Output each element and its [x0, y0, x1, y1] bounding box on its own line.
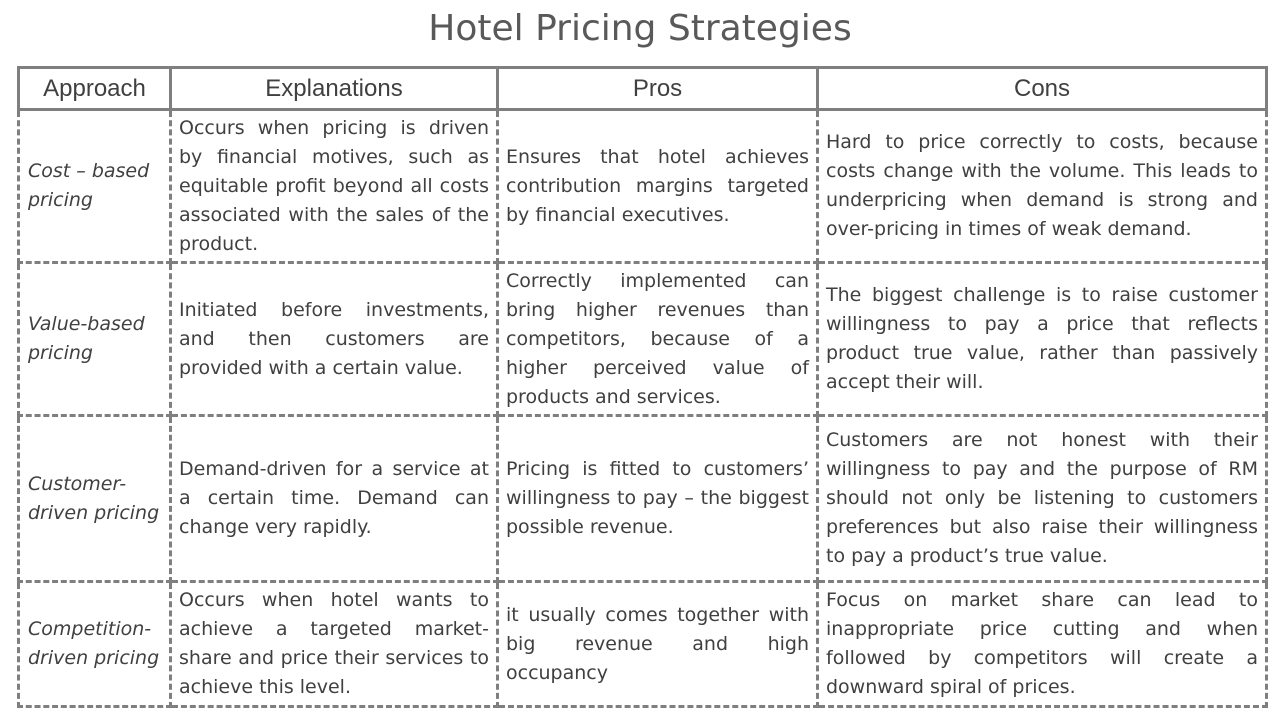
header-row	[19, 68, 1267, 110]
pros-cell: it usually comes together with big revenue and high occupancy	[498, 582, 818, 707]
table-row	[19, 110, 1267, 263]
explanation-cell: Occurs when hotel wants to achieve a targeted market-share and price their services to achieve this level.	[171, 582, 498, 707]
table-row	[19, 263, 1267, 416]
header-approach: Approach	[19, 68, 171, 110]
pros-cell: Correctly implemented can bring higher revenues than competitors, because of a higher perceived value of products and services.	[498, 263, 818, 416]
approach-cell: Cost – based pricing	[19, 110, 171, 263]
header-pros: Pros	[498, 68, 818, 110]
header-explanations: Explanations	[171, 68, 498, 110]
table-row	[19, 416, 1267, 582]
cons-cell: The biggest challenge is to raise customer willingness to pay a price that reflects product true value, rather than passively accept their will.	[818, 263, 1267, 416]
explanation-cell: Initiated before investments, and then customers are provided with a certain value.	[171, 263, 498, 416]
table-row	[19, 582, 1267, 707]
explanation-cell: Demand-driven for a service at a certain time. Demand can change very rapidly.	[171, 416, 498, 582]
pricing-strategies-table	[17, 66, 1268, 708]
page-title: Hotel Pricing Strategies	[428, 8, 852, 49]
approach-cell: Value-based pricing	[19, 263, 171, 416]
cons-cell: Hard to price correctly to costs, because costs change with the volume. This leads to underpricing when demand is strong and over-pricing in times of weak demand.	[818, 110, 1267, 263]
cons-cell: Focus on market share can lead to inappropriate price cutting and when followed by competitors will create a downward spiral of prices.	[818, 582, 1267, 707]
explanation-cell: Occurs when pricing is driven by financial motives, such as equitable profit beyond all costs associated with the sales of the product.	[171, 110, 498, 263]
pros-cell: Pricing is fitted to customers’ willingness to pay – the biggest possible revenue.	[498, 416, 818, 582]
pros-cell: Ensures that hotel achieves contribution margins targeted by financial executives.	[498, 110, 818, 263]
cons-cell: Customers are not honest with their willingness to pay and the purpose of RM should not only be listening to customers preferences but also raise their willingness to pay a product’s true value.	[818, 416, 1267, 582]
approach-cell: Customer-driven pricing	[19, 416, 171, 582]
approach-cell: Competition-driven pricing	[19, 582, 171, 707]
header-cons: Cons	[818, 68, 1267, 110]
